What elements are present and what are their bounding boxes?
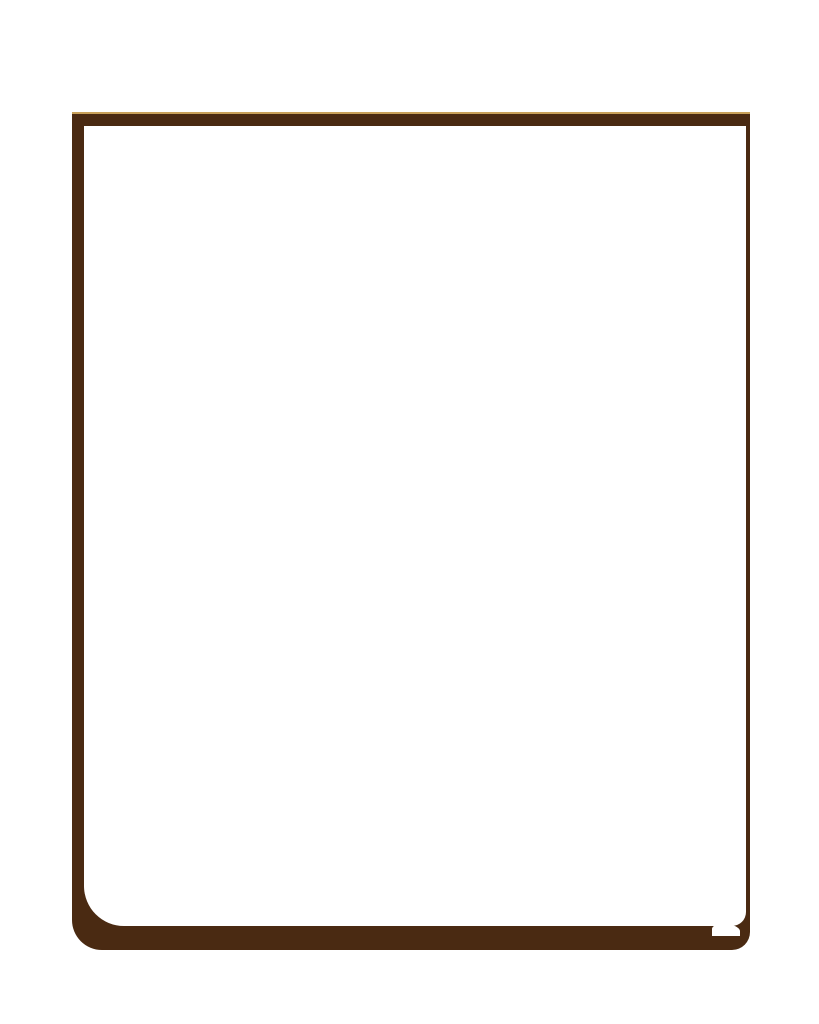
- photo-collage-border-left: [0, 34, 52, 952]
- photo-collage-border-top: [0, 0, 819, 34]
- schedule-board: [72, 114, 750, 950]
- schedule-table: [84, 126, 746, 926]
- photo-collage-border-bottom: [0, 952, 819, 1024]
- photo-collage-border-right: [767, 34, 819, 952]
- flyer-panel: [52, 34, 767, 952]
- page-curl-decoration: [712, 924, 740, 936]
